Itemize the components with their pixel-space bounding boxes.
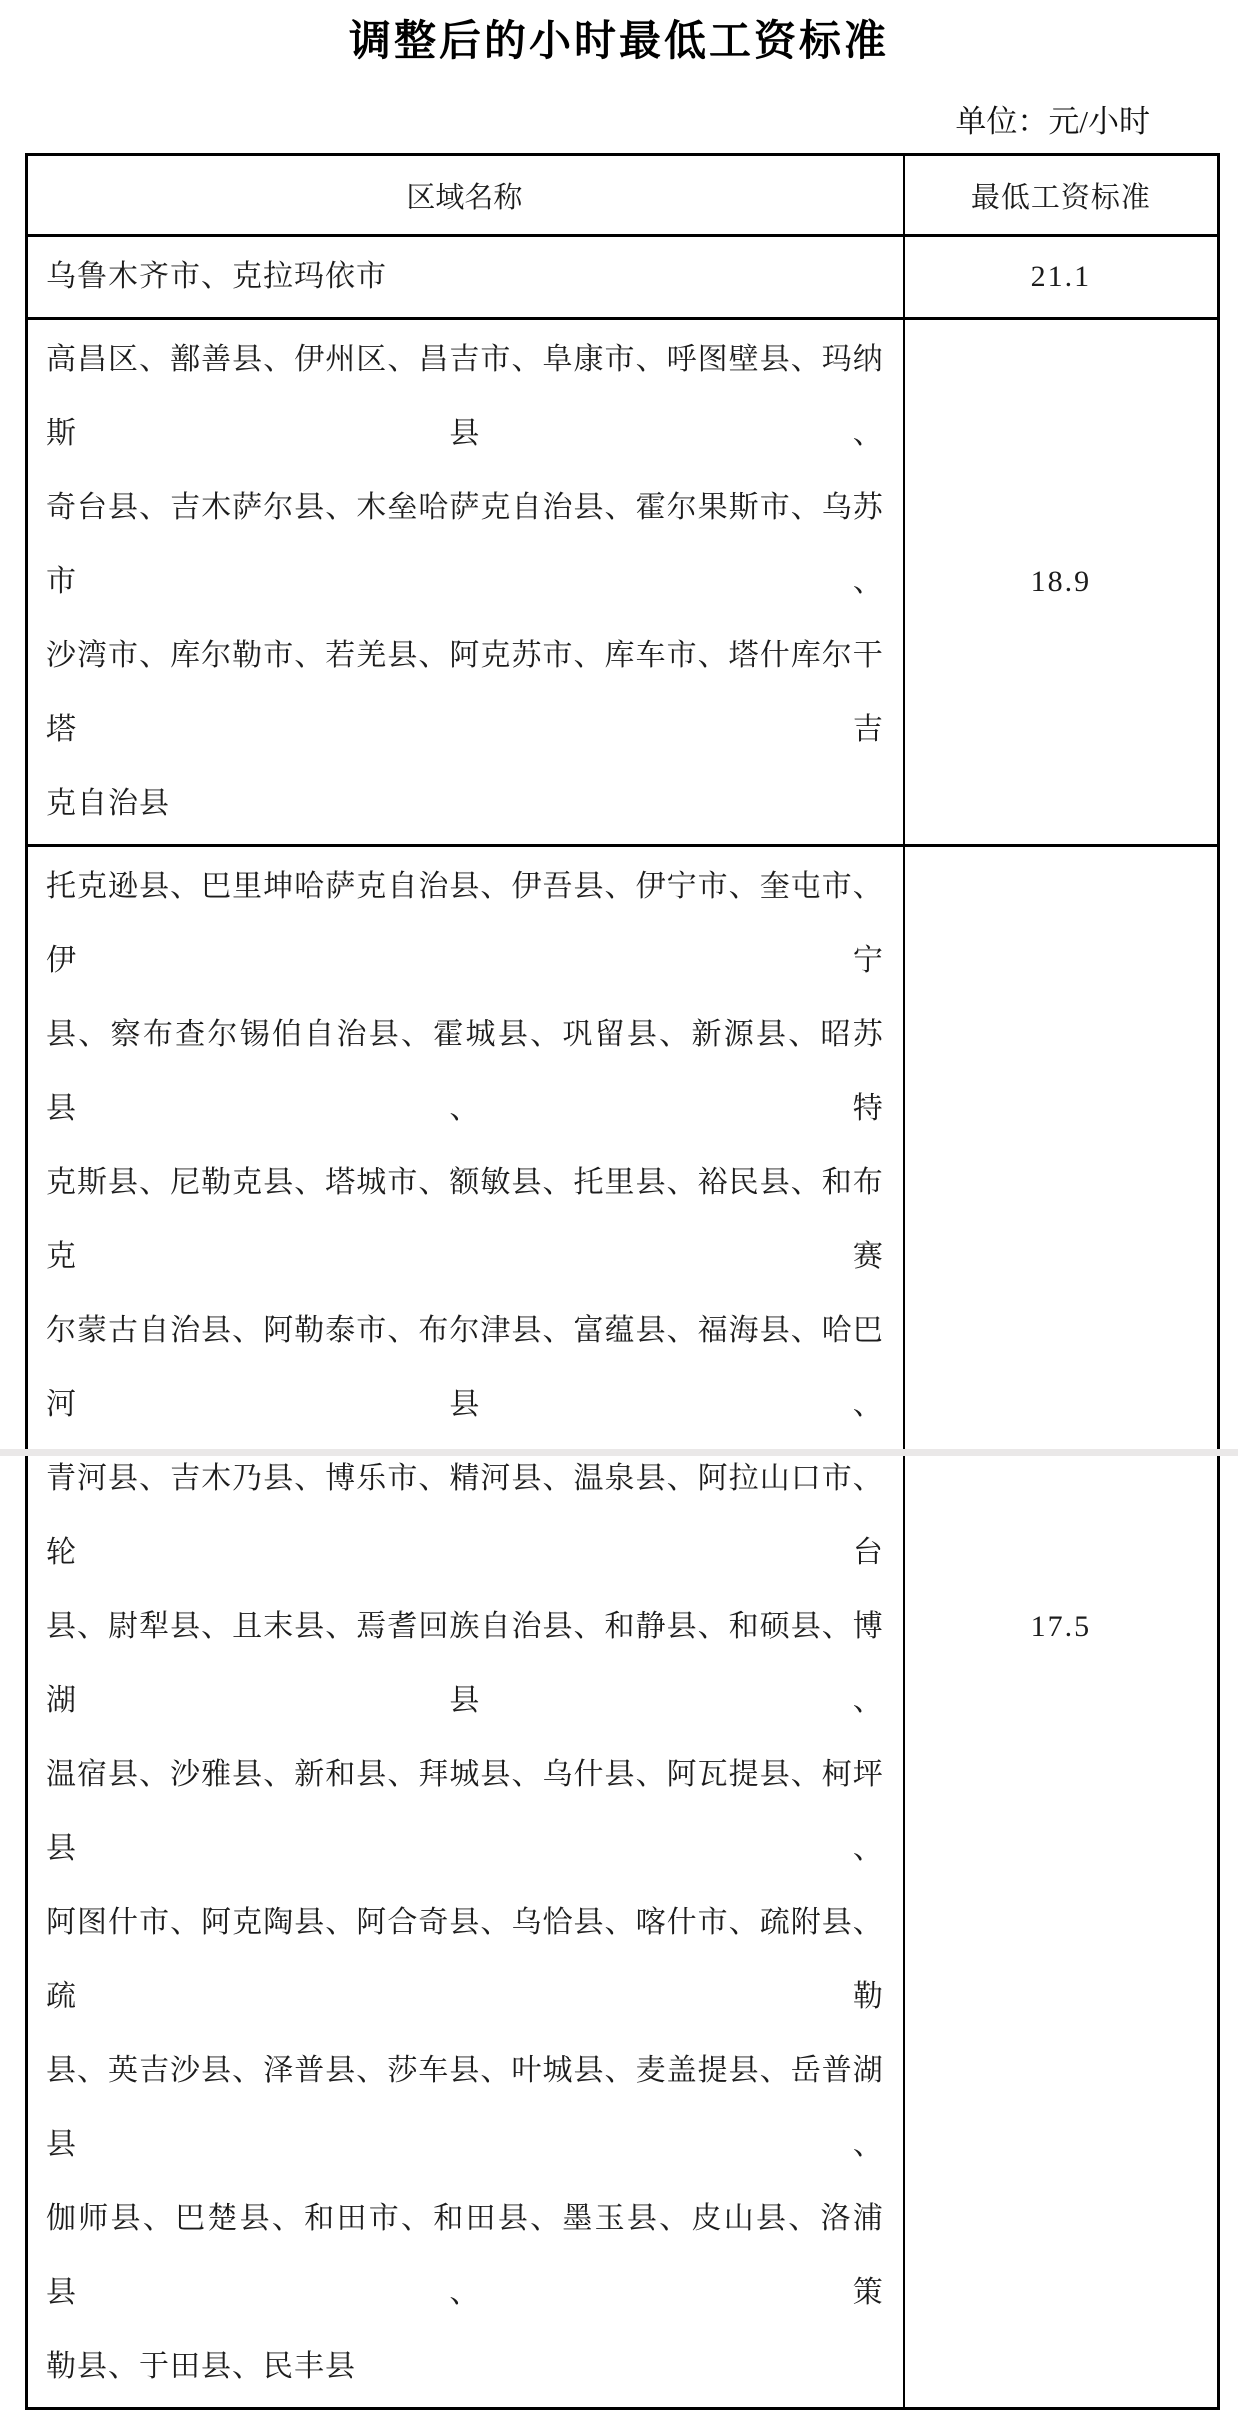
region-line: 县、英吉沙县、泽普县、莎车县、叶城县、麦盖提县、岳普湖县、 (46, 2054, 883, 2161)
region-line: 县、察布查尔锡伯自治县、霍城县、巩留县、新源县、昭苏县、特 (46, 1018, 883, 1125)
wage-value: 18.9 (903, 320, 1217, 844)
region-line: 乌鲁木齐市、克拉玛依市 (46, 260, 387, 293)
region-line: 克自治县 (46, 787, 170, 820)
region-line: 沙湾市、库尔勒市、若羌县、阿克苏市、库车市、塔什库尔干塔吉 (46, 639, 883, 746)
page-title: 调整后的小时最低工资标准 (348, 19, 889, 65)
region-cell (28, 237, 903, 317)
region-line: 奇台县、吉木萨尔县、木垒哈萨克自治县、霍尔果斯市、乌苏市、 (46, 491, 883, 598)
page-edge-strip (0, 1449, 1238, 1456)
table-body (28, 234, 1217, 2407)
region-line: 阿图什市、阿克陶县、阿合奇县、乌恰县、喀什市、疏附县、疏勒 (46, 1906, 883, 2013)
region-line: 温宿县、沙雅县、新和县、拜城县、乌什县、阿瓦提县、柯坪县、 (46, 1758, 883, 1865)
region-line: 青河县、吉木乃县、博乐市、精河县、温泉县、阿拉山口市、轮台 (46, 1462, 883, 1569)
region-line: 托克逊县、巴里坤哈萨克自治县、伊吾县、伊宁市、奎屯市、伊宁 (46, 870, 883, 977)
region-line: 县、尉犁县、且末县、焉耆回族自治县、和静县、和硕县、博湖县、 (46, 1610, 883, 1717)
table-header-row (28, 156, 1217, 234)
region-line: 克斯县、尼勒克县、塔城市、额敏县、托里县、裕民县、和布克赛 (46, 1166, 883, 1273)
wage-table (25, 153, 1220, 2410)
unit-label: 单位：元/小时 (955, 104, 1150, 139)
region-cell (28, 847, 903, 2407)
table-row (28, 234, 1217, 317)
table-row (28, 844, 1217, 2407)
region-line: 伽师县、巴楚县、和田市、和田县、墨玉县、皮山县、洛浦县、策 (46, 2202, 883, 2309)
region-line: 高昌区、鄯善县、伊州区、昌吉市、阜康市、呼图壁县、玛纳斯县、 (46, 343, 883, 450)
region-line: 尔蒙古自治县、阿勒泰市、布尔津县、富蕴县、福海县、哈巴河县、 (46, 1314, 883, 1421)
wage-value: 21.1 (903, 237, 1217, 317)
table-row (28, 317, 1217, 844)
region-line: 勒县、于田县、民丰县 (46, 2350, 356, 2383)
region-cell (28, 320, 903, 844)
column-header-region: 区域名称 (406, 181, 523, 214)
wage-value: 17.5 (903, 847, 1217, 2407)
column-header-wage: 最低工资标准 (903, 156, 1217, 234)
